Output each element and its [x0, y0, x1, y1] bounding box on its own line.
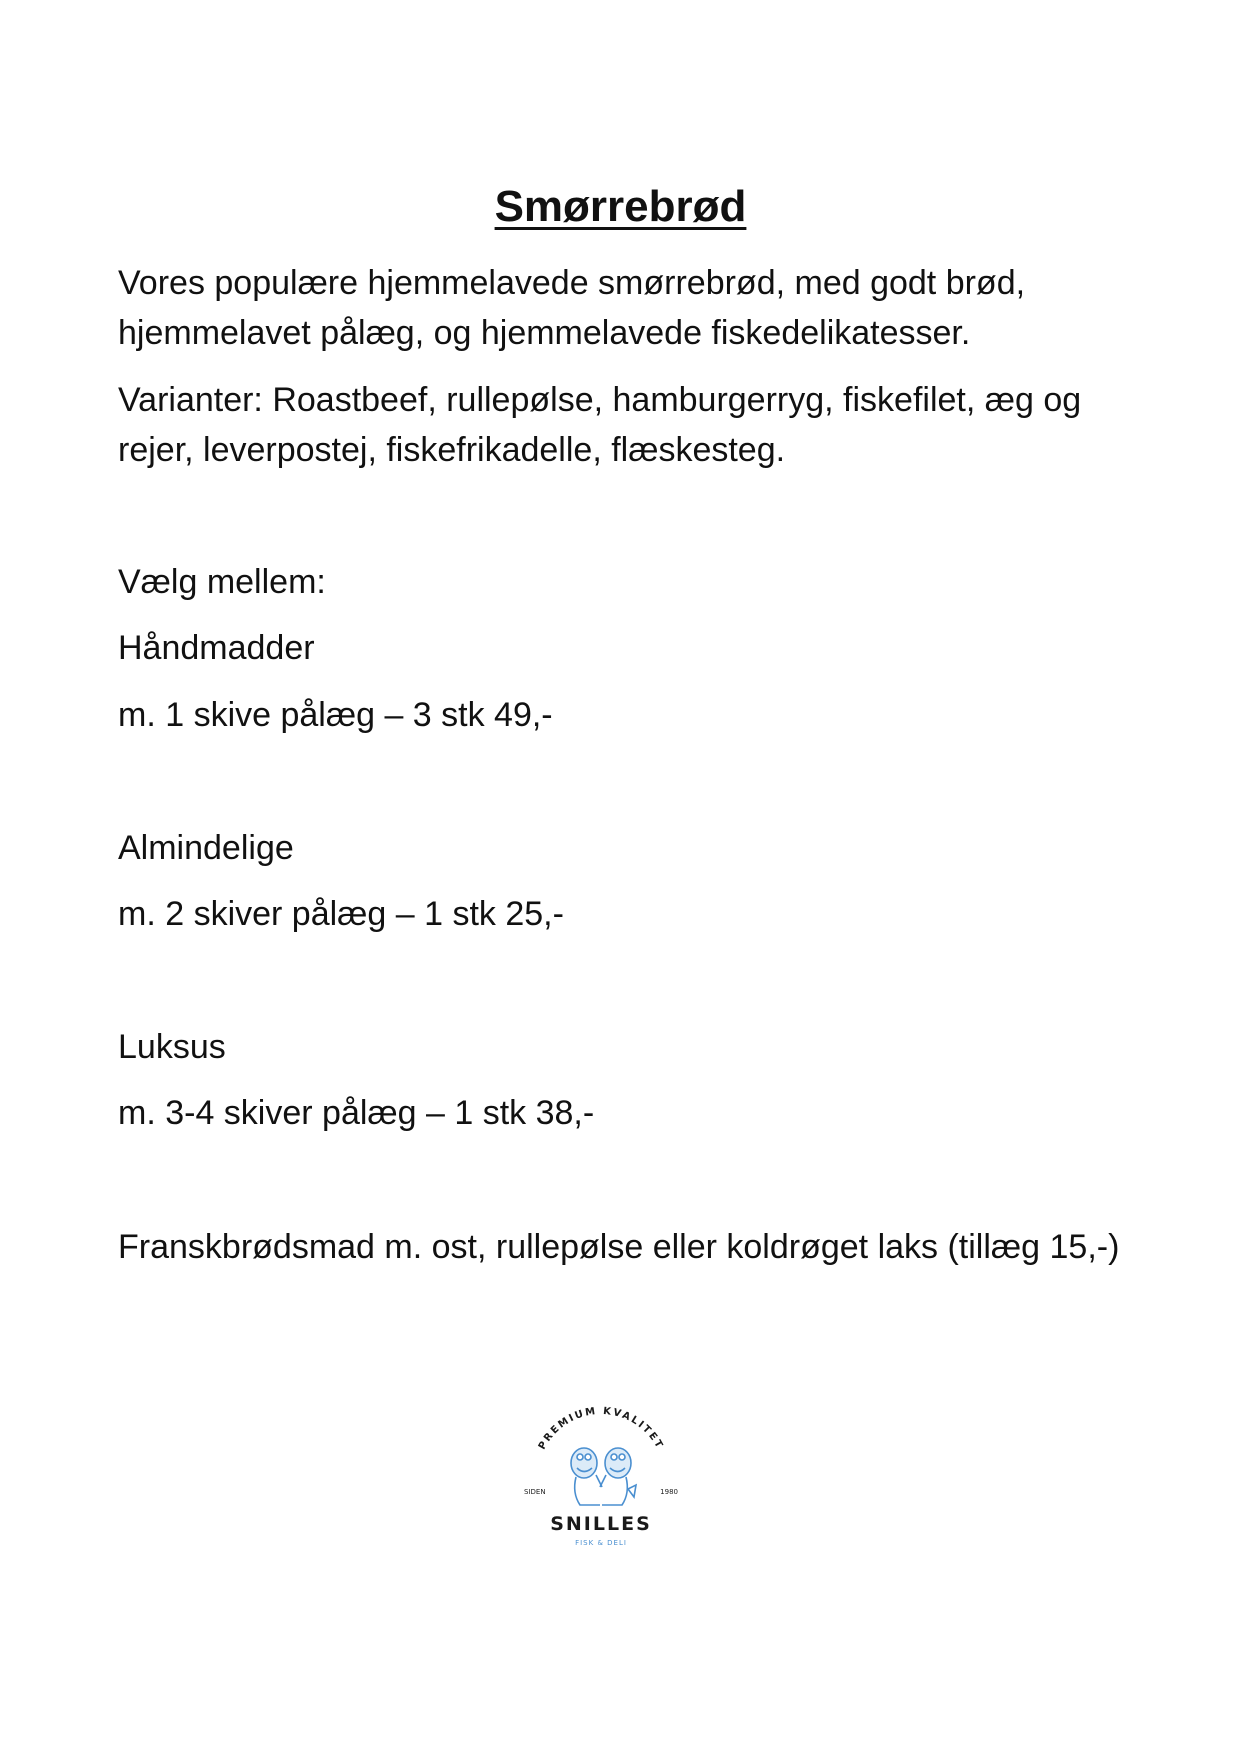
svg-text:PREMIUM KVALITET [537, 1406, 665, 1452]
variants-text: Varianter: Roastbeef, rullepølse, hamburgerryg, fiskefilet, æg og rejer, leverpostej, fiskefrikadelle, flæskesteg. [118, 381, 1082, 469]
option-name: Almindelige [118, 829, 294, 867]
option-description: m. 2 skiver pålæg – 1 stk 25,- [118, 895, 564, 933]
page-title: Smørrebrød [494, 182, 747, 231]
option-name: Luksus [118, 1028, 226, 1066]
intro-text: Vores populære hjemmelavede smørrebrød, med godt brød, hjemmelavet pålæg, og hjemmelavede fiskedelikatesser. [118, 264, 1026, 352]
option-description: m. 1 skive pålæg – 3 stk 49,- [118, 696, 553, 734]
logo-year-label: 1980 [660, 1488, 678, 1496]
logo-brand: SNILLES [550, 1513, 652, 1535]
fish-mascots-icon [516, 1405, 686, 1515]
option-name: Håndmadder [118, 629, 315, 667]
fransk-text: Franskbrødsmad m. ost, rullepølse eller koldrøget laks (tillæg 15,-) [118, 1228, 1120, 1266]
choose-label: Vælg mellem: [118, 563, 326, 601]
snilles-logo [516, 1405, 686, 1555]
logo-since-label: SIDEN [524, 1488, 546, 1496]
logo-subtitle: FISK & DELI [575, 1539, 627, 1547]
option-description: m. 3-4 skiver pålæg – 1 stk 38,- [118, 1094, 595, 1132]
logo-arc-text: PREMIUM KVALITET [536, 1405, 666, 1452]
